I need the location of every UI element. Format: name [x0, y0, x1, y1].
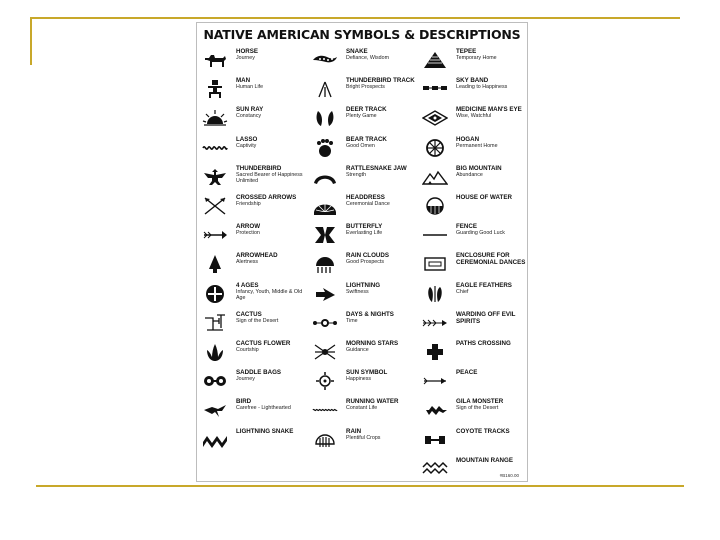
symbol-entry [421, 47, 531, 77]
enclosure-icon [421, 253, 449, 275]
house-of-water-icon [421, 195, 449, 217]
symbol-entry [201, 222, 311, 252]
cactus-icon [201, 312, 229, 334]
symbol-entry [311, 397, 421, 427]
symbol-name: CROSSED ARROWS [236, 194, 297, 201]
symbol-description: Courtship [236, 347, 259, 353]
frame-left-rule [30, 17, 32, 65]
man-icon [201, 78, 229, 100]
symbol-name: THUNDERBIRD [236, 164, 282, 172]
big-mountain-icon [421, 166, 449, 188]
fence-icon [421, 224, 449, 246]
symbol-entry [421, 368, 531, 398]
symbol-entry [311, 368, 421, 398]
symbol-description: Happiness [346, 376, 372, 383]
symbol-name: RUNNING WATER [346, 398, 399, 406]
symbol-entry [201, 427, 311, 457]
symbol-name: BIG MOUNTAIN [456, 164, 502, 172]
symbol-entry [311, 193, 421, 223]
medicine-eye-icon [421, 107, 449, 129]
symbol-entry [311, 105, 421, 135]
symbol-entry [421, 456, 531, 486]
symbol-description: Temporary Home [456, 55, 497, 61]
peace-icon [421, 370, 449, 392]
running-water-icon [311, 399, 339, 421]
symbol-name: 4 AGES [236, 281, 259, 289]
symbol-description: Abundance [456, 171, 483, 178]
eagle-feathers-icon [421, 283, 449, 305]
symbol-name: MAN [236, 77, 251, 85]
symbol-name: SKY BAND [456, 77, 489, 85]
symbol-entry [311, 310, 421, 340]
symbol-description: Chief [456, 288, 469, 295]
symbol-entry [201, 281, 311, 311]
symbol-description: Good Omen [346, 142, 375, 149]
symbol-description: Sign of the Desert [236, 317, 279, 324]
saddle-bags-icon [201, 370, 229, 392]
symbol-entry [421, 76, 531, 106]
symbol-name: WARDING OFF EVIL SPIRITS [456, 310, 516, 325]
symbol-name: EAGLE FEATHERS [456, 281, 512, 289]
crossed-arrows-icon [201, 195, 229, 217]
symbol-name: BIRD [236, 398, 252, 406]
days-nights-icon [311, 312, 339, 334]
mountain-range-icon [421, 458, 449, 480]
symbol-entry [201, 310, 311, 340]
symbol-name: FENCE [456, 223, 477, 231]
warding-icon [421, 312, 449, 334]
symbol-description: Defiance, Wisdom [346, 55, 389, 61]
symbol-entry [311, 427, 421, 457]
symbol-entry [421, 251, 531, 281]
coyote-tracks-icon [421, 429, 449, 451]
symbol-name: DAYS & NIGHTS [346, 310, 394, 318]
deer-track-icon [311, 107, 339, 129]
symbol-name: SUN SYMBOL [346, 369, 388, 377]
symbol-description: Constancy [236, 113, 262, 120]
bear-track-icon [311, 137, 339, 159]
symbol-entry [201, 76, 311, 106]
symbol-entry [311, 222, 421, 252]
symbol-entry [421, 427, 531, 457]
symbol-entry [421, 222, 531, 252]
sky-band-icon [421, 78, 449, 100]
symbol-name: HOUSE OF WATER [456, 194, 512, 201]
symbol-name: HORSE [236, 48, 259, 55]
sun-symbol-icon [311, 370, 339, 392]
symbol-name: ARROWHEAD [236, 252, 278, 260]
symbol-name: PEACE [456, 369, 478, 377]
symbol-description: Sign of the Desert [456, 405, 499, 412]
symbol-description: Time [346, 317, 358, 324]
symbol-name: PATHS CROSSING [456, 340, 511, 347]
symbol-entry [311, 251, 421, 281]
symbol-description: Guarding Good Luck [456, 230, 505, 237]
symbol-description: Protection [236, 230, 260, 237]
thunderbird-track-icon [311, 78, 339, 100]
symbol-description: Friendship [236, 201, 261, 207]
symbol-name: ENCLOSURE FOR CEREMONIAL DANCES [456, 252, 526, 267]
morning-stars-icon [311, 341, 339, 363]
symbol-entry [421, 397, 531, 427]
gila-monster-icon [421, 399, 449, 421]
symbol-name: HEADDRESS [346, 194, 385, 201]
butterfly-icon [311, 224, 339, 246]
symbol-name: BUTTERFLY [346, 223, 383, 231]
symbol-description: Human Life [236, 84, 264, 91]
symbol-name: COYOTE TRACKS [456, 427, 510, 435]
lasso-icon [201, 137, 229, 159]
symbol-description: Permanent Home [456, 142, 498, 149]
symbol-description: Plentiful Crops [346, 434, 381, 441]
symbol-name: SUN RAY [236, 106, 264, 114]
bird-icon [201, 399, 229, 421]
symbol-entry [421, 310, 531, 340]
symbol-name: MEDICINE MAN'S EYE [456, 106, 522, 114]
thunderbird-icon [201, 166, 229, 188]
symbol-description: Journey [236, 376, 255, 383]
symbol-name: BEAR TRACK [346, 135, 387, 143]
symbol-name: GILA MONSTER [456, 398, 504, 406]
rain-icon [311, 429, 339, 451]
symbol-entry [421, 339, 531, 369]
symbol-description: Good Prospects [346, 259, 384, 266]
symbol-description: Carefree - Lighthearted [236, 405, 291, 412]
paths-crossing-icon [421, 341, 449, 363]
symbol-entry [311, 339, 421, 369]
symbol-name: LIGHTNING [346, 281, 381, 289]
headdress-icon [311, 195, 339, 217]
symbol-description: Swiftness [346, 288, 369, 295]
symbol-name: MOUNTAIN RANGE [456, 456, 513, 464]
symbol-name: LASSO [236, 135, 258, 143]
symbol-description: Ceremonial Dance [346, 201, 390, 207]
symbol-description: Plenty Game [346, 113, 377, 120]
symbol-name: SNAKE [346, 48, 368, 55]
rattlesnake-jaw-icon [311, 166, 339, 188]
symbol-name: RAIN [346, 427, 362, 435]
lightning-icon [311, 283, 339, 305]
symbol-entry [201, 193, 311, 223]
symbol-description: Bright Prospects [346, 84, 385, 91]
symbol-entry [201, 164, 311, 194]
symbol-name: CACTUS [236, 310, 262, 318]
hogan-icon [421, 137, 449, 159]
symbol-name: HOGAN [456, 135, 480, 143]
sun-ray-icon [201, 107, 229, 129]
symbol-description: Constant Life [346, 405, 378, 412]
symbol-description: Strength [346, 171, 367, 178]
symbol-description: Infancy, Youth, Middle & Old Age [236, 288, 303, 302]
symbol-entry [421, 193, 531, 223]
symbol-entry [311, 47, 421, 77]
symbol-description: Leading to Happiness [456, 84, 508, 91]
symbol-entry [311, 281, 421, 311]
symbol-name: LIGHTNING SNAKE [236, 427, 294, 435]
symbol-entry [201, 105, 311, 135]
arrow-icon [201, 224, 229, 246]
horse-icon [201, 49, 229, 71]
four-ages-icon [201, 283, 229, 305]
tepee-icon [421, 49, 449, 71]
symbol-name: TEPEE [456, 48, 477, 55]
symbol-entry [311, 135, 421, 165]
symbol-entry [311, 164, 421, 194]
symbol-description: Everlasting Life [346, 230, 383, 237]
symbol-name: THUNDERBIRD TRACK [346, 77, 415, 85]
product-code: #B160.00 [499, 473, 519, 478]
symbol-name: MORNING STARS [346, 340, 399, 347]
cactus-flower-icon [201, 341, 229, 363]
symbol-entry [311, 76, 421, 106]
symbol-name: DEER TRACK [346, 106, 387, 114]
arrowhead-icon [201, 253, 229, 275]
symbol-name: ARROW [236, 223, 261, 231]
symbol-description: Guidance [346, 347, 369, 353]
symbol-entry [201, 368, 311, 398]
symbol-description: Alertness [236, 259, 259, 266]
symbols-poster [196, 22, 528, 482]
symbol-name: CACTUS FLOWER [236, 340, 291, 347]
frame-top-rule [30, 17, 680, 19]
symbol-entry [421, 164, 531, 194]
lightning-snake-icon [201, 429, 229, 451]
rain-clouds-icon [311, 253, 339, 275]
symbol-description: Sacred Bearer of Happiness Unlimited [236, 171, 303, 185]
symbol-name: SADDLE BAGS [236, 369, 282, 377]
symbol-name: RAIN CLOUDS [346, 252, 389, 260]
symbol-entry [201, 339, 311, 369]
frame-bottom-rule [36, 485, 684, 487]
symbol-description: Journey [236, 55, 255, 61]
symbol-entry [421, 105, 531, 135]
symbol-description: Wise, Watchful [456, 113, 492, 120]
symbol-entry [421, 281, 531, 311]
symbol-name: RATTLESNAKE JAW [346, 164, 407, 172]
symbol-entry [201, 135, 311, 165]
poster-title: NATIVE AMERICAN SYMBOLS & DESCRIPTIONS [203, 27, 521, 42]
symbol-entry [201, 47, 311, 77]
symbol-entry [421, 135, 531, 165]
symbol-description: Captivity [236, 142, 257, 149]
symbol-entry [201, 397, 311, 427]
snake-icon [311, 49, 339, 71]
symbol-entry [201, 251, 311, 281]
